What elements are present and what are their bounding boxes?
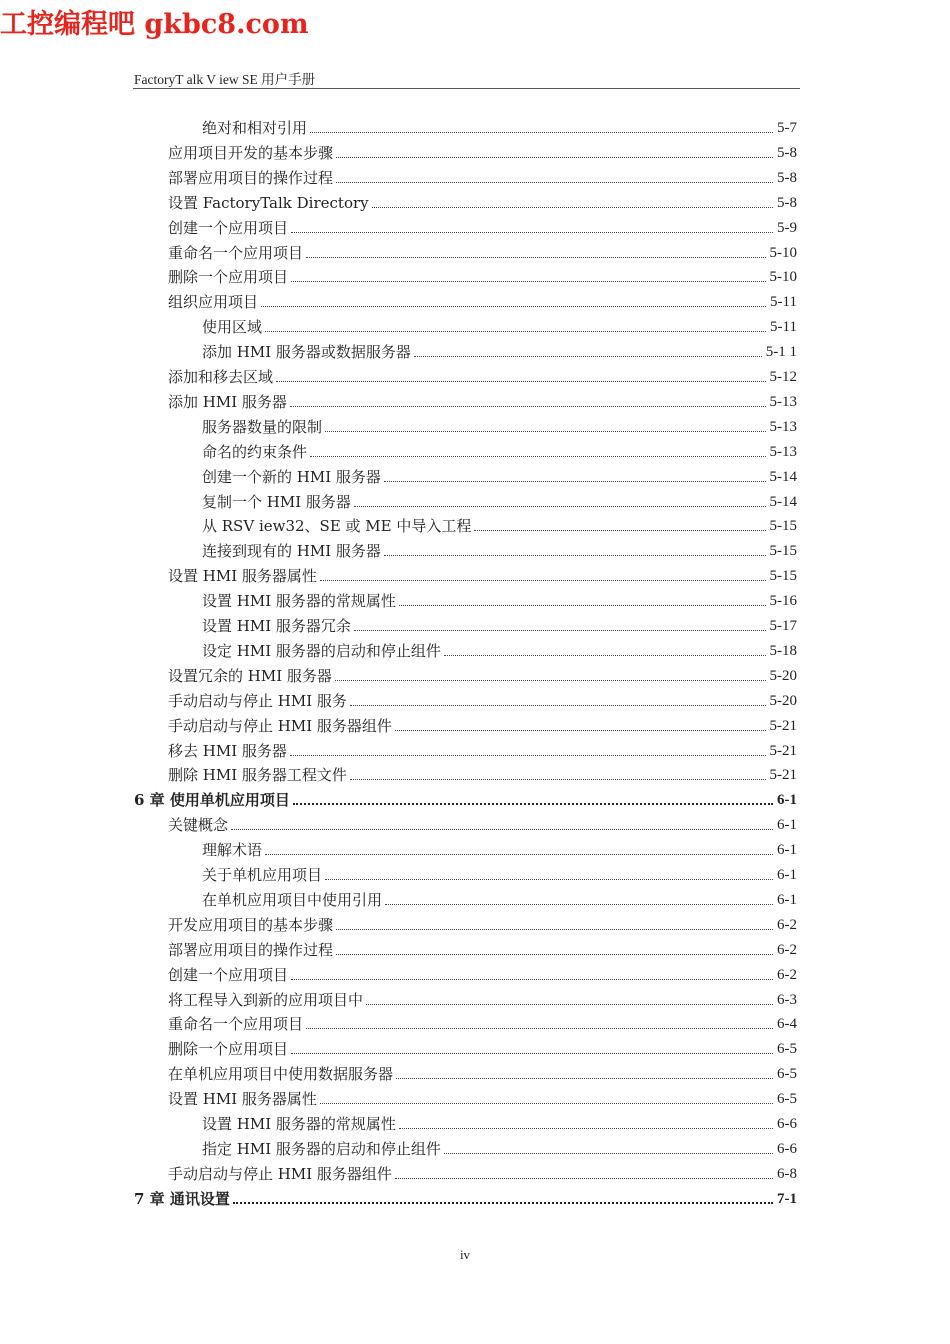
toc-entry[interactable] [168,937,797,959]
toc-dot-leader [306,1028,773,1029]
toc-dot-leader [290,406,766,407]
toc-entry-title: 设定 HMI 服务器的启动和停止组件 [202,641,441,660]
toc-dot-leader [444,655,766,656]
toc-entry-page: 6-3 [777,991,797,1008]
toc-entry-page: 6-8 [777,1165,797,1182]
toc-dot-leader [384,481,766,482]
toc-dot-leader [265,854,773,855]
toc-dot-leader [325,431,765,432]
toc-dot-leader [384,555,766,556]
toc-entry-page: 6-1 [777,842,797,859]
toc-entry-title: 删除一个应用项目 [168,268,289,287]
toc-entry-title: 复制一个 HMI 服务器 [202,492,351,511]
toc-entry-page: 5-7 [777,120,797,136]
watermark-text: 工控编程吧 gkbc8.com [0,9,309,40]
toc-entry[interactable] [168,713,797,735]
toc-entry[interactable] [168,264,797,286]
toc-entry[interactable] [202,538,797,560]
toc-entry[interactable] [168,190,797,212]
toc-entry[interactable] [168,1086,797,1108]
toc-entry-page: 5-11 [770,294,797,311]
toc-entry-page: 5-13 [769,443,797,460]
toc-entry[interactable] [168,364,797,386]
toc-entry-page: 6-2 [777,941,797,958]
toc-entry[interactable] [202,887,797,909]
toc-entry-page: 5-15 [769,518,797,535]
toc-dot-leader [366,1004,773,1005]
header-rule [133,88,800,89]
toc-entry[interactable] [168,812,797,834]
toc-entry-page: 6-2 [777,916,797,933]
toc-entry-title: 添加 HMI 服务器 [168,392,287,411]
toc-entry-title: 在单机应用项目中使用引用 [202,890,383,909]
toc-entry-page: 6-6 [777,1116,797,1132]
toc-entry-title: 添加 HMI 服务器或数据服务器 [202,343,411,362]
toc-entry[interactable] [202,489,797,511]
toc-entry-page: 5-11 [770,319,797,336]
toc-dot-leader [320,1103,773,1104]
toc-entry-page: 5-10 [769,269,797,286]
toc-entry-page: 5-12 [769,369,797,385]
toc-entry[interactable] [134,787,797,809]
toc-dot-leader [474,530,765,531]
toc-entry-page: 5-16 [769,593,797,610]
toc-entry-title: 指定 HMI 服务器的启动和停止组件 [202,1139,441,1158]
toc-entry-title: 服务器数量的限制 [202,417,323,436]
toc-dot-leader [291,281,765,282]
toc-entry-page: 5-21 [769,717,797,734]
toc-entry-title: 从 RSV iew32、SE 或 ME 中导入工程 [202,517,472,536]
toc-entry[interactable] [202,638,797,660]
toc-entry-title: 创建一个应用项目 [168,965,289,984]
toc-entry-page: 6-5 [777,1091,797,1108]
toc-dot-leader [325,879,773,880]
toc-entry-page: 6-6 [777,1140,797,1157]
toc-entry-title: 删除 HMI 服务器工程文件 [168,766,347,785]
toc-entry-page: 5-8 [777,144,797,161]
toc-entry-title: 重命名一个应用项目 [168,243,304,262]
toc-entry-title: 在单机应用项目中使用数据服务器 [168,1065,394,1084]
toc-entry-title: 设置 HMI 服务器冗余 [202,617,351,635]
toc-entry-page: 6-4 [777,1016,797,1033]
toc-entry-title: 添加和移去区域 [168,368,274,386]
toc-entry-page: 7-1 [777,1190,797,1207]
toc-entry-title: 设置 HMI 服务器属性 [168,567,317,586]
toc-entry-page: 6-1 [777,792,797,809]
toc-entry[interactable] [168,1061,797,1083]
toc-entry[interactable] [168,762,797,784]
toc-entry[interactable] [168,140,797,162]
toc-dot-leader [310,132,773,133]
toc-dot-leader [354,506,766,507]
toc-dot-leader [231,829,773,830]
toc-entry-page: 6-1 [777,817,797,834]
toc-dot-leader [291,232,773,233]
toc-dot-leader [291,979,773,980]
toc-entry[interactable] [168,289,797,311]
toc-entry-page: 5-14 [769,493,797,510]
toc-entry-title: 部署应用项目的操作过程 [168,940,334,959]
toc-entry-title: 理解术语 [202,841,263,860]
toc-entry-title: 连接到现有的 HMI 服务器 [202,542,381,561]
toc-dot-leader [310,456,765,457]
page-number: iv [459,1247,471,1262]
toc-dot-leader [336,954,773,955]
toc-entry[interactable] [202,314,797,336]
toc-entry-page: 5-9 [777,219,797,236]
toc-entry-title: 关于单机应用项目 [202,866,323,884]
toc-entry[interactable] [202,1111,797,1133]
toc-dot-leader [395,730,766,731]
running-header: FactoryT alk V iew SE 用户手册 [134,72,316,87]
toc-entry[interactable] [202,862,797,884]
toc-dot-leader [320,580,766,581]
toc-entry-page: 5-21 [769,742,797,759]
toc-entry-page: 5-15 [769,568,797,585]
toc-dot-leader [350,705,766,706]
toc-entry-title: 组织应用项目 [168,293,259,312]
toc-entry-title: 创建一个应用项目 [168,218,289,237]
toc-dot-leader [265,331,766,332]
toc-entry-page: 6-5 [777,1041,797,1058]
toc-entry-title: 部署应用项目的操作过程 [168,168,334,187]
toc-dot-leader [385,904,773,905]
toc-entry-page: 6-1 [777,891,797,908]
toc-entry[interactable] [202,339,797,361]
toc-entry[interactable] [168,563,797,585]
toc-entry[interactable] [168,962,797,984]
toc-entry[interactable] [168,215,797,237]
toc-entry[interactable] [168,1161,797,1183]
toc-entry[interactable] [202,837,797,859]
toc-dot-leader [290,755,766,756]
toc-entry[interactable] [168,688,797,710]
toc-entry-title: 命名的约束条件 [202,442,308,461]
toc-dot-leader [399,605,766,606]
toc-dot-leader [336,182,773,183]
toc-dot-leader [306,257,765,258]
toc-entry-page: 6-2 [777,966,797,983]
toc-entry[interactable] [168,738,797,760]
toc-dot-leader [336,929,773,930]
toc-entry-title: 设置 HMI 服务器属性 [168,1090,317,1109]
toc-entry-title: 关键概念 [168,816,229,835]
toc-dot-leader [354,630,766,631]
toc-entry[interactable] [202,439,797,461]
toc-entry-title: 移去 HMI 服务器 [168,741,287,760]
toc-dot-leader [372,207,773,208]
toc-entry-page: 5-18 [769,642,797,659]
toc-dot-leader [395,1178,773,1179]
toc-entry[interactable] [168,240,797,262]
toc-entry[interactable] [168,912,797,934]
toc-entry[interactable] [202,414,797,436]
toc-entry-page: 5-20 [769,667,797,684]
toc-dot-leader [233,1202,773,1204]
toc-dot-leader [414,356,762,357]
toc-dot-leader [276,381,765,382]
toc-entry-page: 5-8 [777,194,797,211]
toc-entry-title: 7 章 通讯设置 [134,1189,230,1208]
toc-entry-title: 创建一个新的 HMI 服务器 [202,467,381,486]
toc-entry-title: 设置冗余的 HMI 服务器 [168,666,332,685]
toc-entry-page: 5-13 [769,393,797,410]
toc-entry-title: 将工程导入到新的应用项目中 [168,990,364,1009]
toc-entry[interactable] [202,464,797,486]
toc-entry-title: 6 章 使用单机应用项目 [134,791,290,810]
toc-entry-title: 手动启动与停止 HMI 服务 [168,691,347,710]
toc-entry-title: 重命名一个应用项目 [168,1015,304,1034]
toc-dot-leader [293,803,773,805]
toc-dot-leader [399,1128,773,1129]
toc-entry[interactable] [168,987,797,1009]
toc-entry[interactable] [202,115,797,137]
toc-entry-title: 手动启动与停止 HMI 服务器组件 [168,716,392,735]
toc-entry-page: 5-17 [769,618,797,634]
toc-entry-title: 应用项目开发的基本步骤 [168,143,334,162]
toc-entry-title: 设置 HMI 服务器的常规属性 [202,592,396,611]
toc-entry-title: 开发应用项目的基本步骤 [168,915,334,934]
toc-entry[interactable] [134,1186,797,1208]
toc-entry-page: 5-20 [769,692,797,709]
toc-entry-page: 5-8 [777,169,797,186]
toc-entry[interactable] [168,1036,797,1058]
toc-entry[interactable] [168,663,797,685]
toc-entry[interactable] [168,1011,797,1033]
toc-entry-title: 绝对和相对引用 [202,119,308,137]
toc-entry-page: 5-13 [769,418,797,435]
toc-dot-leader [336,157,773,158]
toc-entry[interactable] [202,588,797,610]
toc-entry-page: 5-1 1 [765,344,797,361]
toc-entry-title: 使用区域 [202,318,263,337]
toc-dot-leader [350,779,766,780]
toc-entry-title: 设置 HMI 服务器的常规属性 [202,1115,396,1133]
toc-dot-leader [396,1078,773,1079]
toc-entry-title: 设置 FactoryTalk Directory [168,193,369,212]
toc-entry[interactable] [168,389,797,411]
toc-entry[interactable] [202,613,797,635]
toc-entry-title: 删除一个应用项目 [168,1040,289,1059]
toc-entry-page: 6-1 [777,867,797,883]
toc-entry-page: 6-5 [777,1066,797,1083]
toc-entry-title: 手动启动与停止 HMI 服务器组件 [168,1164,392,1183]
toc-entry-page: 5-21 [769,767,797,784]
toc-entry[interactable] [202,1136,797,1158]
toc-entry-page: 5-15 [769,543,797,560]
toc-entry-page: 5-14 [769,468,797,485]
toc-entry[interactable] [202,513,797,535]
toc-dot-leader [291,1053,773,1054]
toc-dot-leader [444,1153,773,1154]
toc-entry[interactable] [168,165,797,187]
toc-entry-page: 5-10 [769,244,797,261]
toc-dot-leader [335,680,766,681]
toc-dot-leader [261,306,766,307]
